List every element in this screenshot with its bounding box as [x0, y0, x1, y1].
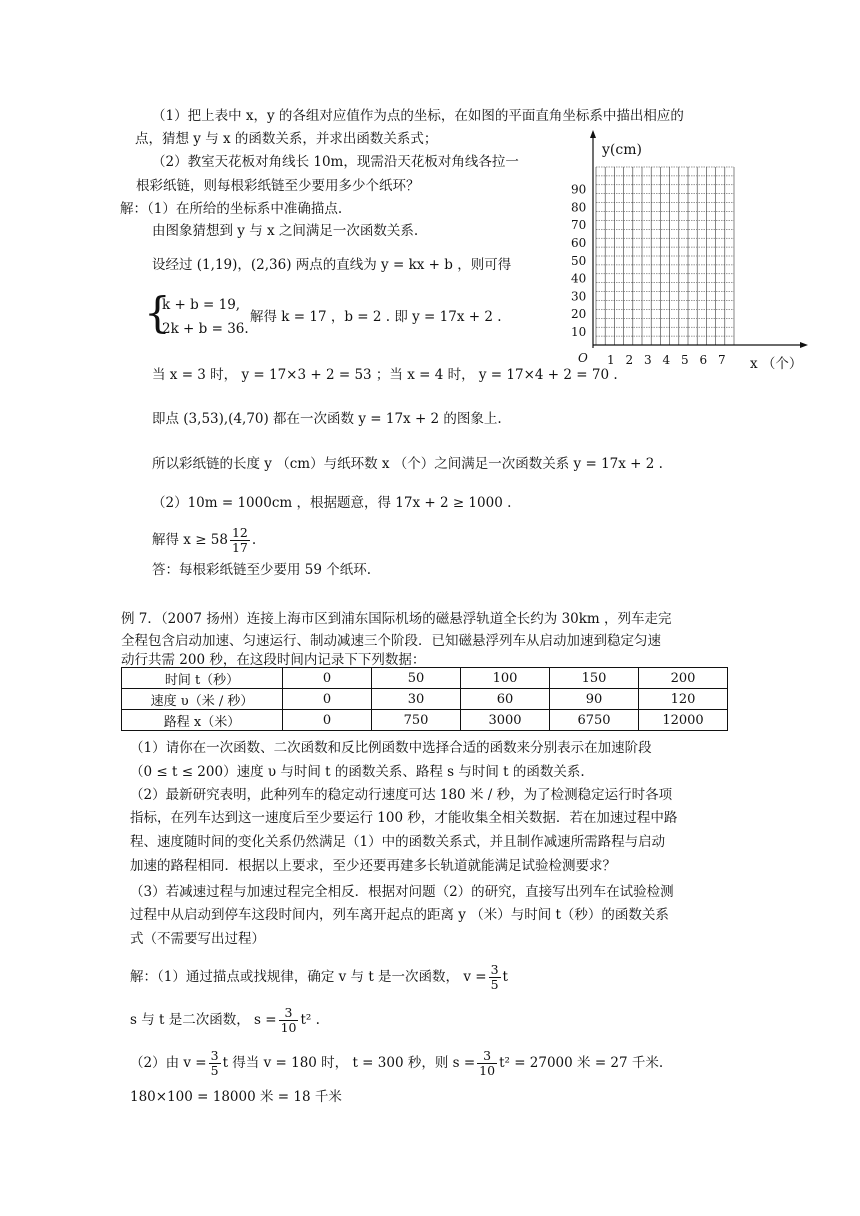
example-7-question-7: （3）若减速过程与加速过程完全相反．根据对问题（2）的研究，直接写出列车在试验检测	[130, 884, 674, 900]
example-7-line-1: 例 7．（2007 扬州）连接上海市区到浦东国际机场的磁悬浮轨道全长约为 30km ，列车走完	[121, 611, 672, 627]
example-7-question-3: （2）最新研究表明，此种列车的稳定动行速度可达 180 米 / 秒，为了检测稳定运行时各项	[130, 787, 673, 803]
example-7-question-2: （0 ≤ t ≤ 200）速度 υ 与时间 t 的函数关系、路程 s 与时间 t 的函数关系.	[130, 764, 585, 780]
fraction	[209, 1049, 221, 1078]
table-row	[122, 710, 728, 731]
question-line-4: 根彩纸链，则每根彩纸链至少要用多少个纸环？	[136, 178, 420, 194]
x-axis-arrow-icon	[800, 342, 808, 348]
y-tick-label: 50	[571, 253, 587, 268]
example-7-question-9: 式（不需要写出过程）	[130, 931, 265, 947]
fraction	[477, 1049, 497, 1078]
y-tick-label: 70	[571, 218, 587, 233]
equation-solution: 解得 k = 17 ，b = 2 . 即 y = 17x + 2 .	[250, 309, 502, 325]
fraction-denominator: 5	[210, 1063, 219, 1078]
example-7-solution-2	[130, 1003, 320, 1037]
fraction-numerator: 3	[477, 1049, 497, 1064]
example-7-solution-2-text: s 与 t 是二次函数， s =	[130, 1012, 277, 1028]
example-7-solution-3	[130, 1046, 663, 1080]
table-cell: 150	[550, 668, 639, 689]
fraction-numerator: 3	[210, 1048, 219, 1063]
equation-system-1: k + b = 19,	[162, 297, 241, 313]
solution-line-8-text: 解得 x ≥ 58	[152, 532, 228, 548]
example-7-question-8: 过程中从启动到停车这段时间内，列车离开起点的距离 y （米）与时间 t（秒）的函数关系	[130, 907, 669, 923]
y-tick-label: 10	[571, 325, 587, 339]
example-7-question-1: （1）请你在一次函数、二次函数和反比例函数中选择合适的函数来分别表示在加速阶段	[130, 740, 652, 756]
solution-line-8	[152, 524, 256, 556]
example-7-solution-1-text: 解：（1）通过描点或找规律，确定 v 与 t 是一次函数， v =	[130, 969, 487, 985]
example-7-solution-3-text-c: t² = 27000 米 = 27 千米.	[499, 1055, 664, 1071]
table-cell: 50	[372, 668, 461, 689]
example-7-solution-3-text-b: t 得当 v = 180 时， t = 300 秒，则 s =	[222, 1055, 476, 1071]
table-cell: 12000	[639, 710, 728, 731]
x-tick-label: 5	[681, 353, 689, 367]
example-7-question-4: 指标，在列车达到这一速度后至少要运行 100 秒，才能收集全相关数据．若在加速过程中路	[130, 810, 678, 826]
fraction-denominator: 10	[280, 1020, 297, 1035]
x-tick-label: 3	[644, 353, 652, 367]
example-7-solution-4: 180×100 = 18000 米 = 18 千米	[130, 1089, 342, 1105]
table-cell: 路程 x（米）	[122, 710, 283, 731]
fraction	[230, 526, 250, 555]
example-7-question-5: 程、速度随时间的变化关系仍然满足（1）中的函数关系式，并且制作减速所需路程与启动	[130, 834, 666, 850]
table-cell: 0	[283, 689, 372, 710]
x-tick-label: 1	[607, 353, 615, 367]
example-7-solution-1	[130, 960, 508, 994]
question-line-1: （1）把上表中 x，y 的各组对应值作为点的坐标，在如图的平面直角坐标系中描出相应的	[152, 108, 684, 124]
table-cell: 120	[639, 689, 728, 710]
t-squared: t² .	[300, 1012, 320, 1028]
solution-line-5: 即点 (3,53),(4,70) 都在一次函数 y = 17x + 2 的图象上.	[152, 411, 502, 427]
x-tick-label: 7	[718, 353, 726, 367]
data-table	[121, 667, 728, 731]
table-cell: 速度 υ（米 / 秒）	[122, 689, 283, 710]
y-tick-label: 60	[571, 236, 587, 250]
solution-line-3: 设经过 (1,19)，(2,36) 两点的直线为 y = kx + b ，则可得	[152, 257, 512, 273]
table-cell: 60	[461, 689, 550, 710]
origin-label: O	[578, 351, 588, 365]
table-cell: 0	[283, 668, 372, 689]
grid-lines	[596, 167, 734, 345]
table-row	[122, 668, 728, 689]
table-cell: 90	[550, 689, 639, 710]
table-cell: 时间 t（秒）	[122, 668, 283, 689]
fraction-denominator: 10	[479, 1063, 496, 1078]
question-line-2: 点，猜想 y 与 x 的函数关系，并求出函数关系式；	[135, 131, 438, 147]
equation-system-2: 2k + b = 36.	[162, 321, 249, 337]
table-cell: 3000	[461, 710, 550, 731]
fraction	[489, 963, 501, 992]
fraction	[279, 1006, 299, 1035]
fraction-denominator: 17	[231, 540, 248, 555]
fraction-numerator: 12	[231, 525, 248, 540]
coordinate-grid	[560, 130, 810, 370]
y-tick-label: 40	[571, 271, 587, 286]
fraction-numerator: 3	[490, 962, 499, 977]
solution-line-7: （2）10m = 1000cm ，根据题意，得 17x + 2 ≥ 1000 .	[152, 495, 512, 511]
y-tick-label: 80	[571, 200, 587, 215]
solution-line-6: 所以彩纸链的长度 y （cm）与纸环数 x （个）之间满足一次函数关系 y = 17x + 2 .	[152, 456, 663, 472]
equation-brace: {	[144, 288, 171, 337]
solution-line-2: 由图象猜想到 y 与 x 之间满足一次函数关系.	[152, 223, 419, 239]
solution-line-4: 当 x = 3 时， y = 17×3 + 2 = 53 ；当 x = 4 时， y = 17×4 + 2 = 70 .	[152, 367, 618, 383]
x-tick-labels	[607, 353, 726, 367]
y-tick-labels	[571, 183, 586, 339]
fraction-numerator: 3	[279, 1006, 299, 1021]
table-cell: 100	[461, 668, 550, 689]
solution-line-1: 解：（1）在所给的坐标系中准确描点.	[120, 201, 343, 217]
solution-answer: 答：每根彩纸链至少要用 59 个纸环.	[152, 562, 372, 578]
table-cell: 750	[372, 710, 461, 731]
example-7-line-3: 动行共需 200 秒，在这段时间内记录下下列数据：	[121, 652, 426, 668]
y-tick-label: 30	[571, 289, 587, 304]
fraction-denominator: 5	[490, 977, 499, 992]
example-7-solution-3-text-a: （2）由 v =	[130, 1055, 207, 1071]
table-row	[122, 689, 728, 710]
x-tick-label: 2	[625, 353, 634, 367]
table-cell: 0	[283, 710, 372, 731]
period: .	[251, 532, 257, 548]
y-axis-arrow-icon	[590, 130, 596, 138]
example-7-question-6: 加速的路程相同．根据以上要求，至少还要再建多长轨道就能满足试验检测要求？	[130, 858, 616, 874]
table-cell: 30	[372, 689, 461, 710]
question-line-3: （2）教室天花板对角线长 10m，现需沿天花板对角线各拉一	[152, 154, 519, 170]
table-cell: 200	[639, 668, 728, 689]
y-tick-label: 20	[571, 307, 587, 322]
y-axis-label: y(cm)	[602, 142, 642, 158]
x-tick-label: 4	[662, 353, 671, 367]
x-axis-label: x （个）	[750, 356, 803, 372]
y-tick-label: 90	[571, 182, 587, 197]
x-tick-label: 6	[699, 353, 708, 367]
variable-t: t	[502, 969, 508, 985]
example-7-line-2: 全程包含启动加速、匀速运行、制动减速三个阶段．已知磁悬浮列车从启动加速到稳定匀速	[121, 633, 661, 649]
table-cell: 6750	[550, 710, 639, 731]
